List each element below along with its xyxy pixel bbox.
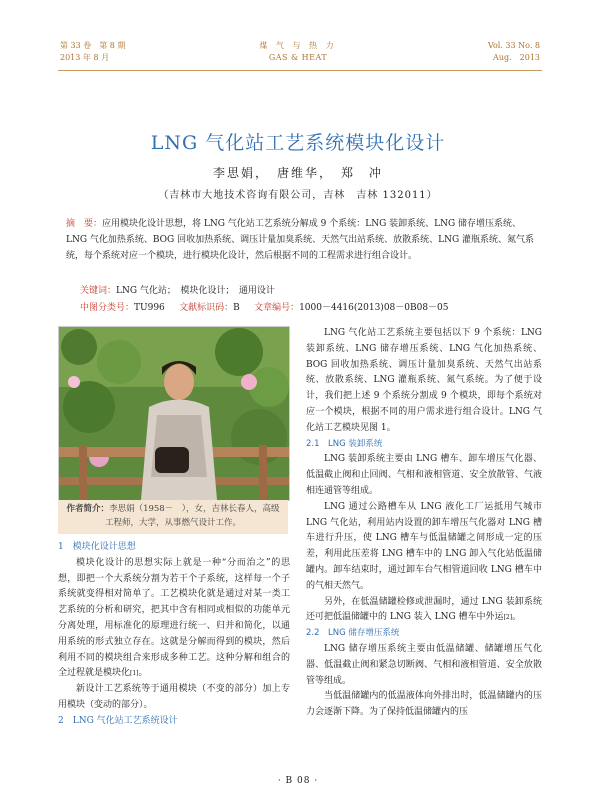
- left-column: [58, 540, 290, 730]
- section-2-1-heading: 2.1 LNG 装卸系统: [306, 438, 383, 449]
- doc-code-label: 文献标识码：: [179, 303, 234, 313]
- section-2-2-paragraph-2: 当低温储罐内的低温液体向外排出时，低温储罐内的压力会逐渐下降。为了保持低温储罐内的压: [306, 691, 542, 718]
- section-1-paragraph-2: 新设计工艺系统等于通用模块（不变的部分）加上专用模块（变动的部分）。: [58, 684, 290, 710]
- journal-name-cn: 煤 气 与 热 力: [259, 41, 337, 50]
- section-2-1-paragraph-1: LNG 装卸系统主要由 LNG 槽车、卸车增压气化器、低温截止阀和止回阀、气相和液相管道、安全放散管、气液相连通管等组成。: [306, 454, 542, 496]
- abstract-label: 摘 要：: [66, 219, 103, 229]
- right-column: [306, 326, 542, 721]
- section-2-1-paragraph-3-end: 。: [512, 612, 522, 623]
- section-2-2-heading: 2.2 LNG 储存增压系统: [306, 628, 400, 639]
- header-date-en: Aug. 2013: [493, 53, 540, 62]
- clc-label: 中图分类号：: [80, 303, 135, 313]
- keywords-label: 关键词：: [80, 286, 117, 296]
- section-1-heading: 1 模块化设计思想: [58, 542, 136, 552]
- doc-code-value: B: [233, 303, 240, 313]
- section-1-paragraph-1: [58, 556, 290, 682]
- header-divider: [58, 70, 542, 71]
- article-no-value: 1000－4416(2013)08－0B08－05: [299, 303, 449, 313]
- author-bio-text: 李思娟（1958－ ），女，吉林长春人，高级工程师，大学，从事燃气设计工作。: [104, 504, 280, 528]
- article-title: LNG 气化站工艺系统模块化设计: [150, 132, 446, 154]
- section-2-1-paragraph-2: LNG 通过公路槽车从 LNG 液化工厂运抵用气城市 LNG 气化站，利用站内设置的卸车增压气化器对 LNG 槽车进行升压，使 LNG 槽车与低温储罐之间形成一定的压差，利用此压差将 LNG 槽车中的 LNG 卸入气化站低温储罐内。卸车结束时，通过卸车台气相管道回收 LNG 槽车中的气相天然气。: [306, 501, 542, 591]
- section-1-paragraph-1-end: 。: [138, 668, 148, 679]
- section-2-intro: LNG 气化站工艺系统主要包括以下 9 个系统：LNG 装卸系统、LNG 储存增压系统、LNG 气化加热系统、BOG 回收加热系统、调压计量加臭系统、天然气出站系统、放散系统、LNG 灌瓶系统、氮气系统。为了便于设计，我们把上述 9 个系统分割成 9 个模块，即每个系统对应一个模块，根据不同的用户需求进行组合设计。LNG 气化站工艺模块见图 1。: [306, 328, 542, 433]
- page-number: · B 08 ·: [277, 776, 319, 786]
- clc-value: TU996: [134, 303, 165, 313]
- reference-1[interactable]: [1]: [130, 670, 139, 678]
- section-2-1-paragraph-3: [306, 595, 542, 627]
- section-2-heading: 2 LNG 气化站工艺系统设计: [58, 715, 178, 726]
- keywords-row: [80, 283, 530, 296]
- article-authors: 李思娟， 唐维华， 郑 冲: [212, 166, 383, 180]
- header-volume: 第 33 卷 第 8 期: [60, 41, 126, 50]
- header-volume-en: [488, 40, 540, 64]
- journal-name-en: GAS & HEAT: [268, 53, 328, 62]
- header-date: 2013 年 8 月: [60, 53, 110, 62]
- reference-2[interactable]: [2]: [503, 614, 513, 622]
- author-photo: [58, 326, 290, 501]
- keywords-text: LNG 气化站； 模块化设计； 通用设计: [116, 286, 275, 296]
- section-2-1-paragraph-3-text: 另外，在低温储罐检修或泄漏时，通过 LNG 装卸系统还可把低温储罐中的 LNG 装入 LNG 槽车中外运: [306, 596, 542, 623]
- author-bio-caption: [58, 500, 288, 534]
- abstract-text: 应用模块化设计思想，将 LNG 气化站工艺系统分解成 9 个系统：LNG 装卸系统、LNG 储存增压系统、LNG 气化加热系统、BOG 回收加热系统、调压计量加臭系统、天然气出站系统、放散系统、LNG 灌瓶系统、氮气系统，每个系统对应一个模块，进行模块化设计，然后根据不同的工程需求进行组合设计。: [66, 219, 535, 261]
- article-affiliation: （吉林市大地技术咨询有限公司，吉林 吉林 132011）: [158, 190, 438, 201]
- article-no-label: 文章编号：: [254, 303, 300, 313]
- author-photo-image: [59, 327, 289, 500]
- classification-row: [80, 300, 520, 313]
- header-volume-en-line: Vol. 33 No. 8: [487, 41, 540, 50]
- section-2-2-paragraph-1: LNG 储存增压系统主要由低温储罐、储罐增压气化器、低温截止阀和紧急切断阀、气相和液相管道、安全放散管等组成。: [306, 643, 542, 686]
- abstract: [66, 216, 536, 264]
- section-1-paragraph-1-text: 模块化设计的思想实际上就是一种“分而治之”的思想，即把一个大系统分割为若干个子系统，这样每一个子系统就变得相对简单了。工艺模块化就是通过对某一类工艺系统的分析和研究，把其中含有相同或相似的功能单元分离处理，用标准化的原理进行统一、归并和简化，以通用系统的形式独立存在。这就是分解而得到的模块，然后利用不同的模块组合来形成多种工艺。这种分解和组合的全过程就是模块化: [58, 557, 290, 679]
- author-bio-label: 作者简介：: [66, 504, 110, 514]
